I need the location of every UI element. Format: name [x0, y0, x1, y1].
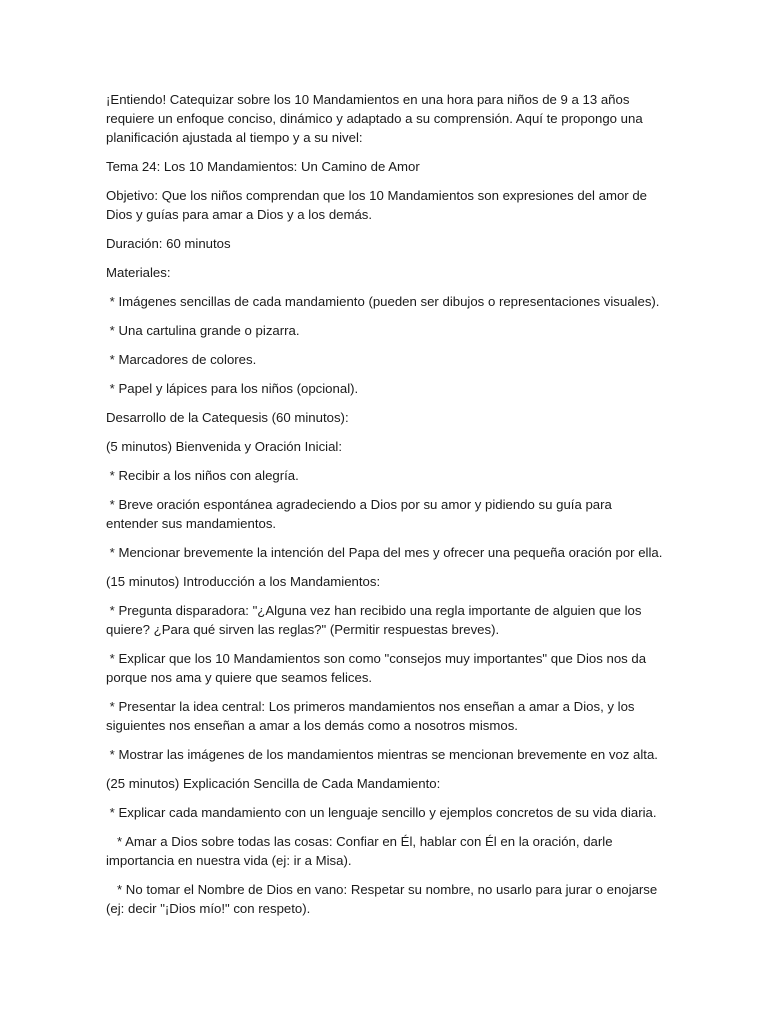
duration-line: Duración: 60 minutos	[106, 236, 231, 251]
bullet-item: * Explicar que los 10 Mandamientos son como "consejos muy importantes" que Dios nos da porque nos ama y quiere que seamos felices.	[106, 651, 650, 685]
materials-item: * Imágenes sencillas de cada mandamiento (pueden ser dibujos o representaciones visuales).	[106, 294, 660, 309]
materials-item: * Marcadores de colores.	[106, 352, 257, 367]
bullet-item: * Breve oración espontánea agradeciendo a Dios por su amor y pidiendo su guía para entender sus mandamientos.	[106, 497, 616, 531]
section-heading: (5 minutos) Bienvenida y Oración Inicial:	[106, 439, 343, 454]
materials-item: * Una cartulina grande o pizarra.	[106, 323, 300, 338]
sub-bullet-item: * Amar a Dios sobre todas las cosas: Confiar en Él, hablar con Él en la oración, darle importancia en nuestra vida (ej: ir a Misa).	[106, 834, 617, 868]
bullet-item: * Presentar la idea central: Los primeros mandamientos nos enseñan a amar a Dios, y los siguientes nos enseñan a amar a los demás como a nosotros mismos.	[106, 699, 639, 733]
objective-paragraph: Objetivo: Que los niños comprendan que los 10 Mandamientos son expresiones del amor de Dios y guías para amar a Dios y a los demás.	[106, 188, 651, 222]
bullet-item: * Mostrar las imágenes de los mandamientos mientras se mencionan brevemente en voz alta.	[106, 747, 658, 762]
bullet-item: * Mencionar brevemente la intención del Papa del mes y ofrecer una pequeña oración por ella.	[106, 545, 663, 560]
bullet-item: * Recibir a los niños con alegría.	[106, 468, 299, 483]
development-heading: Desarrollo de la Catequesis (60 minutos):	[106, 410, 349, 425]
bullet-item: * Pregunta disparadora: "¿Alguna vez han recibido una regla importante de alguien que los quiere? ¿Para qué sirven las reglas?" (Permitir respuestas breves).	[106, 603, 646, 637]
topic-title: Tema 24: Los 10 Mandamientos: Un Camino de Amor	[106, 159, 420, 174]
materials-item: * Papel y lápices para los niños (opcional).	[106, 381, 359, 396]
section-heading: (25 minutos) Explicación Sencilla de Cada Mandamiento:	[106, 776, 441, 791]
intro-paragraph: ¡Entiendo! Catequizar sobre los 10 Mandamientos en una hora para niños de 9 a 13 años requiere un enfoque conciso, dinámico y adaptado a su comprensión. Aquí te propongo una planificación ajustada al tiempo y a su nivel:	[106, 92, 647, 145]
materials-heading: Materiales:	[106, 265, 171, 280]
section-heading: (15 minutos) Introducción a los Mandamientos:	[106, 574, 381, 589]
document-page	[106, 90, 666, 928]
bullet-item: * Explicar cada mandamiento con un lenguaje sencillo y ejemplos concretos de su vida diaria.	[106, 805, 657, 820]
sub-bullet-item: * No tomar el Nombre de Dios en vano: Respetar su nombre, no usarlo para jurar o enojarse (ej: decir "¡Dios mío!" con respeto).	[106, 882, 661, 916]
